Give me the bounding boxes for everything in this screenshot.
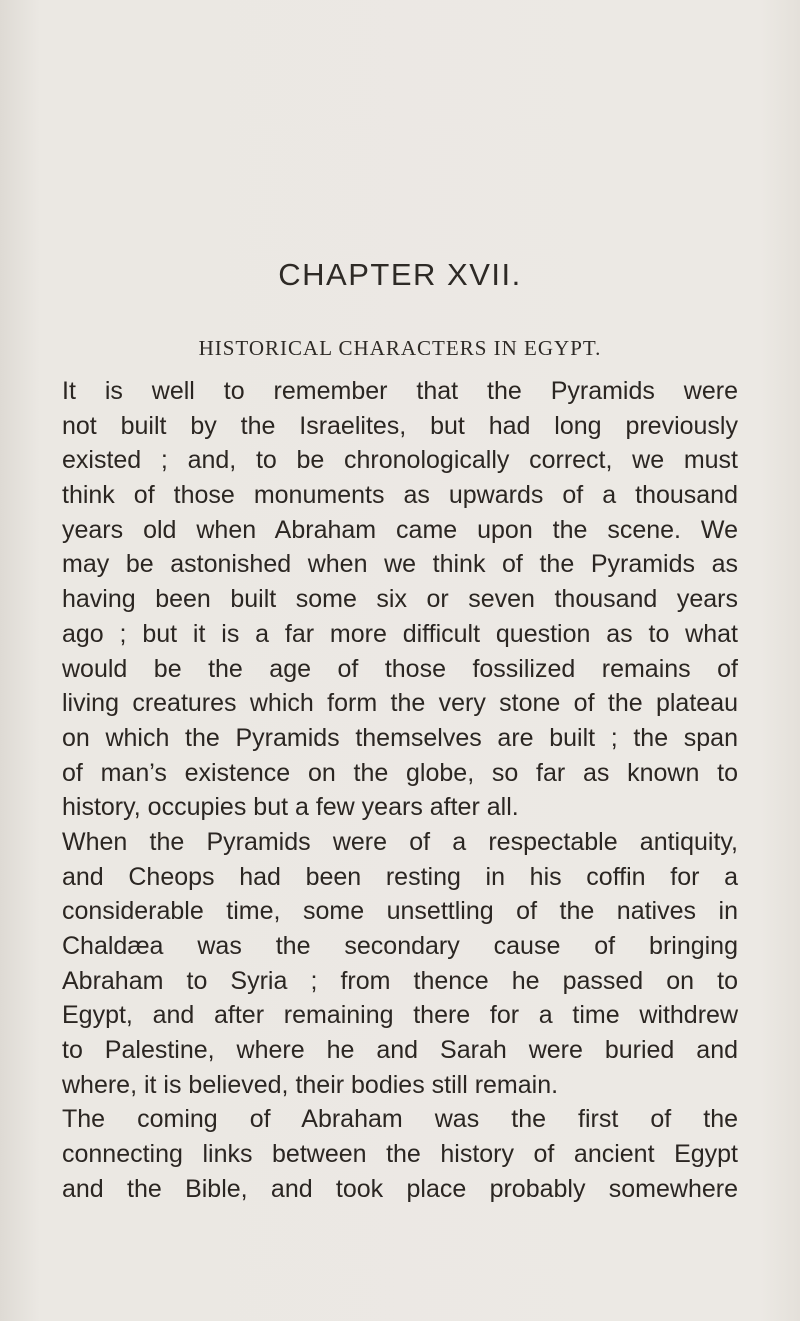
text-line: having been built some six or seven thousand years — [62, 585, 738, 614]
section-heading: HISTORICAL CHARACTERS IN EGYPT. — [198, 336, 602, 360]
text-line: and Cheops had been resting in his coffin for a — [62, 862, 738, 891]
text-line: history, occupies but a few years after all. — [62, 793, 519, 822]
text-line: may be astonished when we think of the Pyramids as — [62, 550, 738, 579]
text-line: Egypt, and after remaining there for a time withdrew — [62, 1001, 738, 1030]
text-line: The coming of Abraham was the first of the — [62, 1105, 738, 1134]
chapter-title: CHAPTER XVII. — [278, 257, 522, 292]
text-line: ago ; but it is a far more difficult question as to what — [62, 619, 738, 648]
text-line: would be the age of those fossilized remains of — [62, 654, 738, 683]
text-line: think of those monuments as upwards of a thousand — [62, 481, 738, 510]
text-line: living creatures which form the very stone of the plateau — [62, 689, 738, 718]
text-line: considerable time, some unsettling of the natives in — [62, 897, 738, 926]
text-line: and the Bible, and took place probably somewhere — [62, 1174, 738, 1203]
text-line: years old when Abraham came upon the scene. We — [62, 515, 738, 544]
text-line: When the Pyramids were of a respectable antiquity, — [62, 827, 738, 856]
text-line: where, it is believed, their bodies still remain. — [62, 1070, 559, 1099]
text-line: on which the Pyramids themselves are built ; the span — [62, 723, 738, 752]
text-line: connecting links between the history of ancient Egypt — [62, 1140, 738, 1169]
text-line: not built by the Israelites, but had long previously — [62, 411, 738, 440]
text-line: Abraham to Syria ; from thence he passed on to — [62, 966, 738, 995]
text-line: Chaldæa was the secondary cause of bringing — [62, 932, 738, 960]
text-line: of man’s existence on the globe, so far as known to — [62, 758, 738, 787]
text-line: to Palestine, where he and Sarah were buried and — [62, 1036, 738, 1065]
text-line: It is well to remember that the Pyramids were — [62, 377, 738, 405]
body-text — [62, 374, 738, 1207]
text-line: existed ; and, to be chronologically correct, we must — [62, 446, 738, 475]
